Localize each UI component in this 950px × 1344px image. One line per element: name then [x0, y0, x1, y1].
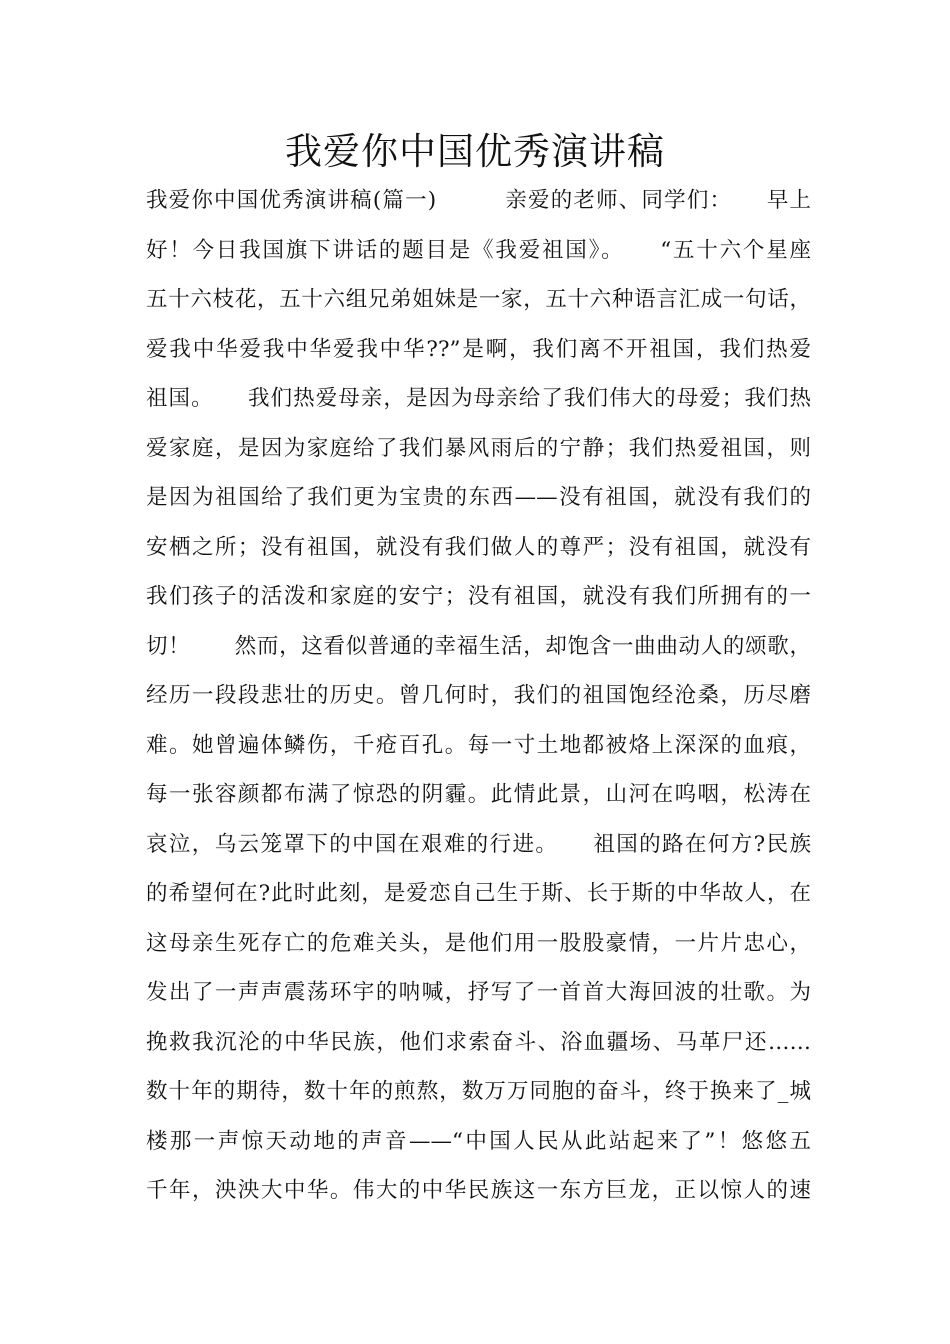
body-line: 是因为祖国给了我们更为宝贵的东西——没有祖国，就没有我们的: [146, 485, 811, 510]
body-line: 千年，泱泱大中华。伟大的中华民族这一东方巨龙，正以惊人的速: [146, 1178, 811, 1203]
body-line: 祖国。 我们热爱母亲，是因为母亲给了我们伟大的母爱；我们热: [146, 386, 811, 411]
body-line: 爱我中华爱我中华爱我中华??”是啊，我们离不开祖国，我们热爱: [146, 336, 811, 362]
body-line: 每一张容颜都布满了惊恐的阴霾。此情此景，山河在呜咽，松涛在: [146, 782, 811, 807]
body-line: 我爱你中国优秀演讲稿(篇一) 亲爱的老师、同学们： 早上: [146, 188, 811, 213]
body-line: 好！今日我国旗下讲话的题目是《我爱祖国》。 “五十六个星座: [146, 237, 811, 263]
body-line: 切！ 然而，这看似普通的幸福生活，却饱含一曲曲动人的颂歌，: [146, 633, 811, 659]
body-line: 的希望何在?此时此刻，是爱恋自己生于斯、长于斯的中华故人，在: [146, 881, 811, 906]
document-body: [146, 176, 811, 1216]
body-line: 这母亲生死存亡的危难关头，是他们用一股股豪情，一片片忠心，: [146, 930, 811, 956]
body-line: 安栖之所；没有祖国，就没有我们做人的尊严；没有祖国，就没有: [146, 534, 811, 560]
body-line: 难。她曾遍体鳞伤，千疮百孔。每一寸土地都被烙上深深的血痕，: [146, 732, 811, 758]
body-line: 五十六枝花，五十六组兄弟姐妹是一家，五十六种语言汇成一句话，: [146, 287, 811, 312]
body-line: 挽救我沉沦的中华民族，他们求索奋斗、浴血疆场、马革尸还……: [146, 1029, 811, 1055]
body-line: 数十年的期待，数十年的煎熬，数万万同胞的奋斗，终于换来了_城: [146, 1079, 811, 1104]
body-line: 楼那一声惊天动地的声音——“中国人民从此站起来了”！悠悠五: [146, 1128, 811, 1154]
body-line: 经历一段段悲壮的历史。曾几何时，我们的祖国饱经沧桑，历尽磨: [146, 683, 811, 708]
body-line: 我们孩子的活泼和家庭的安宁；没有祖国，就没有我们所拥有的一: [146, 584, 811, 609]
body-line: 哀泣，乌云笼罩下的中国在艰难的行进。 祖国的路在何方?民族: [146, 831, 811, 857]
body-line: 爱家庭，是因为家庭给了我们暴风雨后的宁静；我们热爱祖国，则: [146, 435, 811, 461]
document-title: 我爱你中国优秀演讲稿: [285, 130, 665, 173]
body-line: 发出了一声声震荡环宇的呐喊，抒写了一首首大海回波的壮歌。为: [146, 980, 811, 1005]
